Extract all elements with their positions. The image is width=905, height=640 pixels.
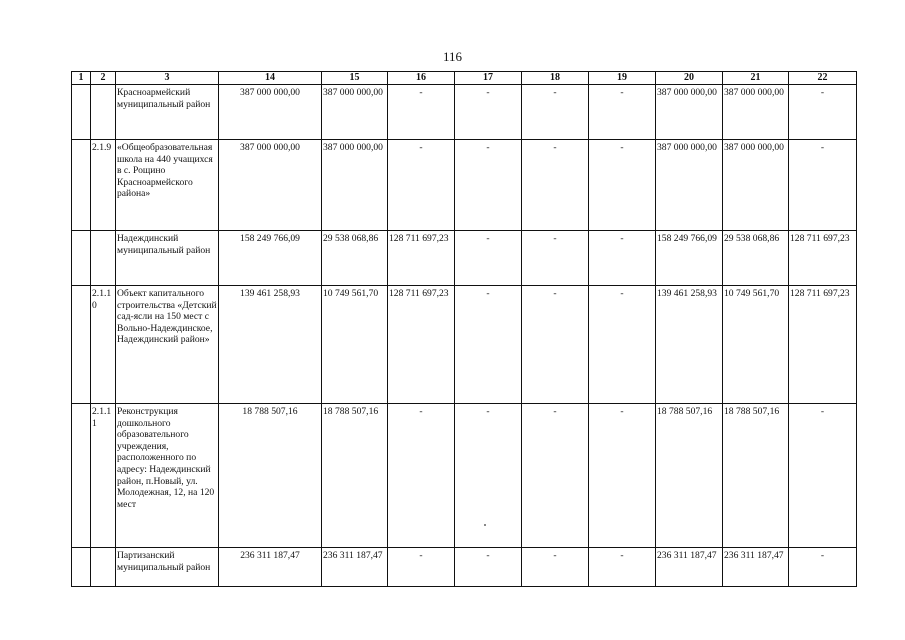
amount-cell-14: 18 788 507,16 [219,404,322,548]
page-number: 116 [442,49,463,64]
amount-cell-17: - [455,286,522,404]
amount-cell-20: 236 311 187,47 [656,548,723,587]
table-row [72,231,857,286]
scan-speck [484,524,486,526]
code-cell [91,231,116,286]
amount-cell-18: - [522,231,589,286]
header-cell: 1 [72,72,91,85]
amount-cell-16: - [388,140,455,231]
amount-cell-16: - [388,85,455,140]
amount-cell-15: 236 311 187,47 [322,548,388,587]
header-cell: 21 [723,72,789,85]
header-cell: 16 [388,72,455,85]
amount-cell-16: - [388,548,455,587]
code-cell: 2.1.11 [91,404,116,548]
code-cell [91,85,116,140]
amount-cell-19: - [589,140,656,231]
amount-cell-17: - [455,404,522,548]
amount-cell-20: 387 000 000,00 [656,85,723,140]
amount-cell-19: - [589,286,656,404]
amount-cell-18: - [522,286,589,404]
code-cell [91,548,116,587]
table-row [72,286,857,404]
amount-cell-15: 387 000 000,00 [322,140,388,231]
amount-cell-19: - [589,548,656,587]
code-cell: 2.1.9 [91,140,116,231]
amount-cell-20: 18 788 507,16 [656,404,723,548]
table-row [72,404,857,548]
name-cell: Красноармейский муниципальный район [116,85,219,140]
amount-cell-22: - [789,140,857,231]
header-cell: 17 [455,72,522,85]
amount-cell-21: 387 000 000,00 [723,140,789,231]
amount-cell-21: 29 538 068,86 [723,231,789,286]
header-cell: 3 [116,72,219,85]
header-cell: 15 [322,72,388,85]
amount-cell-22: 128 711 697,23 [789,286,857,404]
amount-cell-14: 387 000 000,00 [219,140,322,231]
amount-cell-14: 236 311 187,47 [219,548,322,587]
row-index-cell [72,548,91,587]
amount-cell-14: 158 249 766,09 [219,231,322,286]
header-cell: 22 [789,72,857,85]
amount-cell-22: - [789,548,857,587]
row-index-cell [72,286,91,404]
header-cell: 18 [522,72,589,85]
amount-cell-22: 128 711 697,23 [789,231,857,286]
amount-cell-18: - [522,140,589,231]
amount-cell-22: - [789,404,857,548]
amount-cell-17: - [455,140,522,231]
name-cell: «Общеобразовательная школа на 440 учащихся в с. Рощино Красноармейского района» [116,140,219,231]
amount-cell-21: 18 788 507,16 [723,404,789,548]
row-index-cell [72,85,91,140]
amount-cell-15: 10 749 561,70 [322,286,388,404]
header-cell: 20 [656,72,723,85]
table-row [72,140,857,231]
amount-cell-15: 387 000 000,00 [322,85,388,140]
amount-cell-22: - [789,85,857,140]
amount-cell-16: 128 711 697,23 [388,286,455,404]
name-cell: Реконструкция дошкольного образовательного учреждения, расположенного по адресу: Надеждинский район, п.Новый, ул. Молодежная, 12, на 120 мест [116,404,219,548]
name-cell: Надеждинский муниципальный район [116,231,219,286]
amount-cell-19: - [589,404,656,548]
amount-cell-18: - [522,85,589,140]
header-cell: 19 [589,72,656,85]
row-index-cell [72,404,91,548]
amount-cell-14: 387 000 000,00 [219,85,322,140]
amount-cell-17: - [455,548,522,587]
amount-cell-16: - [388,404,455,548]
row-index-cell [72,140,91,231]
amount-cell-17: - [455,231,522,286]
amount-cell-15: 29 538 068,86 [322,231,388,286]
table-row [72,548,857,587]
amount-cell-17: - [455,85,522,140]
amount-cell-18: - [522,548,589,587]
name-cell: Партизанский муниципальный район [116,548,219,587]
row-index-cell [72,231,91,286]
amount-cell-20: 158 249 766,09 [656,231,723,286]
header-cell: 2 [91,72,116,85]
amount-cell-21: 236 311 187,47 [723,548,789,587]
amount-cell-18: - [522,404,589,548]
header-row [72,72,857,85]
header-cell: 14 [219,72,322,85]
table-row [72,85,857,140]
amount-cell-16: 128 711 697,23 [388,231,455,286]
amount-cell-20: 139 461 258,93 [656,286,723,404]
code-cell: 2.1.10 [91,286,116,404]
amount-cell-21: 10 749 561,70 [723,286,789,404]
amount-cell-19: - [589,85,656,140]
amount-cell-15: 18 788 507,16 [322,404,388,548]
amount-cell-20: 387 000 000,00 [656,140,723,231]
amount-cell-19: - [589,231,656,286]
name-cell: Объект капитального строительства «Детский сад-ясли на 150 мест с Вольно-Надеждинское, Надеждинский район» [116,286,219,404]
amount-cell-14: 139 461 258,93 [219,286,322,404]
budget-table [71,71,857,587]
amount-cell-21: 387 000 000,00 [723,85,789,140]
